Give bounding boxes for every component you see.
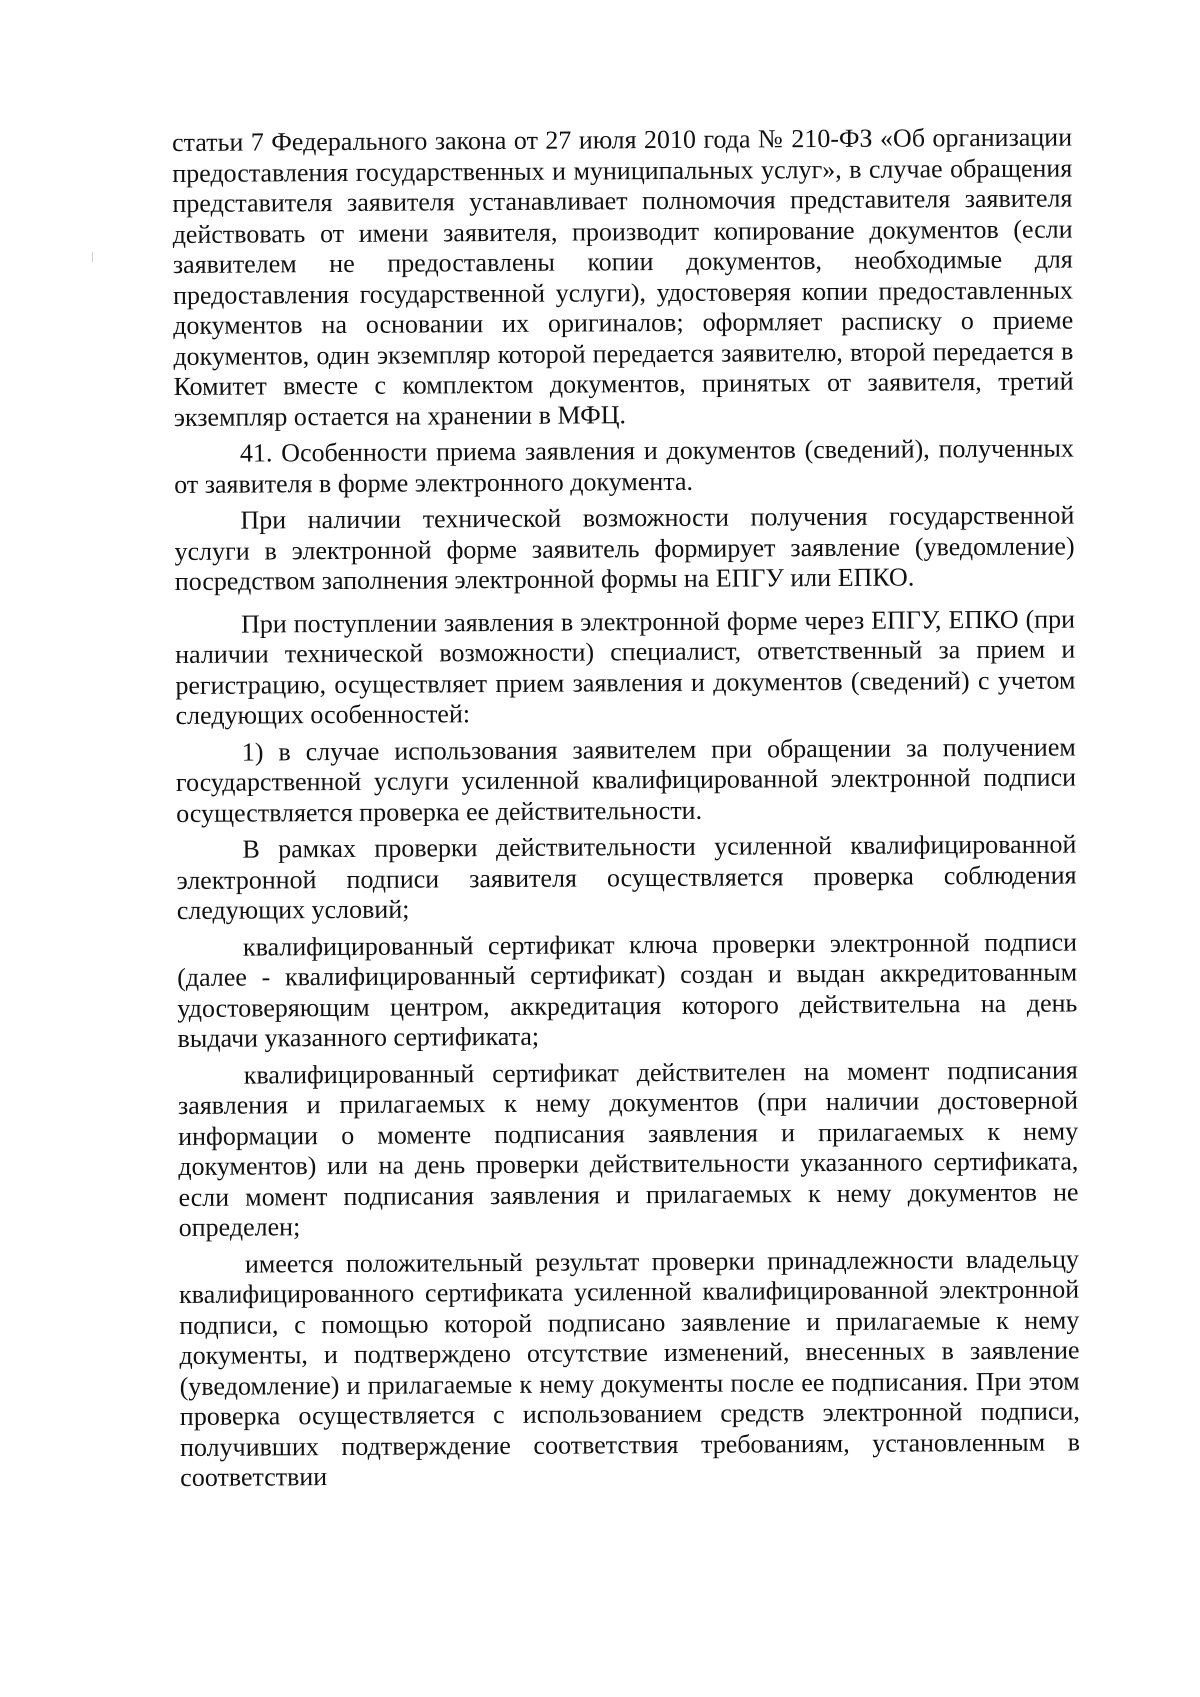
condition-certificate-issued: квалифицированный сертификат ключа проверки электронной подписи (далее - квалифицированный сертификат) создан и выдан аккредитованным удостоверяющим центром, аккредитация которого действительна на день выдачи указанного сертификата; bbox=[177, 926, 1078, 1053]
condition-certificate-valid: квалифицированный сертификат действителен на момент подписания заявления и прилагаемых к нему документов (при наличии достоверной информации о моменте подписания заявления и прилагаемых к нему документов) или на день проверки действительности указанного сертификата, если момент подписания заявления и прилагаемых к нему документов не определен; bbox=[177, 1054, 1079, 1242]
document-body bbox=[172, 123, 1080, 1494]
paragraph-receipt-via-portal: При поступлении заявления в электронной форме через ЕПГУ, ЕПКО (при наличии технической возможности) специалист, ответственный за прием и регистрацию, осуществляет прием заявления и документов (сведений) с учетом следующих особенностей: bbox=[175, 603, 1076, 730]
condition-ownership-check: имеется положительный результат проверки принадлежности владельцу квалифицированного сертификата усиленной квалифицированной электронной подписи, с помощью которой подписано заявление и прилагаемые к нему документы, и подтверждено отсутствие изменений, внесенных в заявление (уведомление) и прилагаемые к нему документы после ее подписания. При этом проверка осуществляется с использованием средств электронной подписи, получивших подтверждение соответствия требованиям, установленным в соответствии bbox=[179, 1243, 1081, 1492]
scan-artifact-mark bbox=[92, 252, 93, 262]
list-item-1: 1) в случае использования заявителем при обращении за получением государственной услуги усиленной квалифицированной электронной подписи осуществляется проверка ее действительности. bbox=[175, 731, 1077, 828]
paragraph-electronic-form: При наличии технической возможности получения государственной услуги в электронной форме заявитель формирует заявление (уведомление) посредством заполнения электронной формы на ЕПГУ или ЕПКО. bbox=[174, 500, 1075, 596]
paragraph-verification-conditions: В рамках проверки действительности усиленной квалифицированной электронной подписи заявителя осуществляется проверка соблюдения следующих условий; bbox=[176, 829, 1077, 925]
paragraph-item-41: 41. Особенности приема заявления и документов (сведений), полученных от заявителя в форме электронного документа. bbox=[174, 433, 1075, 499]
paragraph-continuation: статьи 7 Федерального закона от 27 июля 2010 года № 210-ФЗ «Об организации предоставления государственных и муниципальных услуг», в случае обращения представителя заявителя устанавливает полномочия представителя заявителя действовать от имени заявителя, производит копирование документов (если заявителем не предоставлены копии документов, необходимые для предоставления государственной услуги), удостоверяя копии предоставленных документов на основании их оригиналов; оформляет расписку о приеме документов, один экземпляр которой передается заявителю, второй передается в Комитет вместе с комплектом документов, принятых от заявителя, третий экземпляр остается на хранении в МФЦ. bbox=[172, 122, 1074, 432]
